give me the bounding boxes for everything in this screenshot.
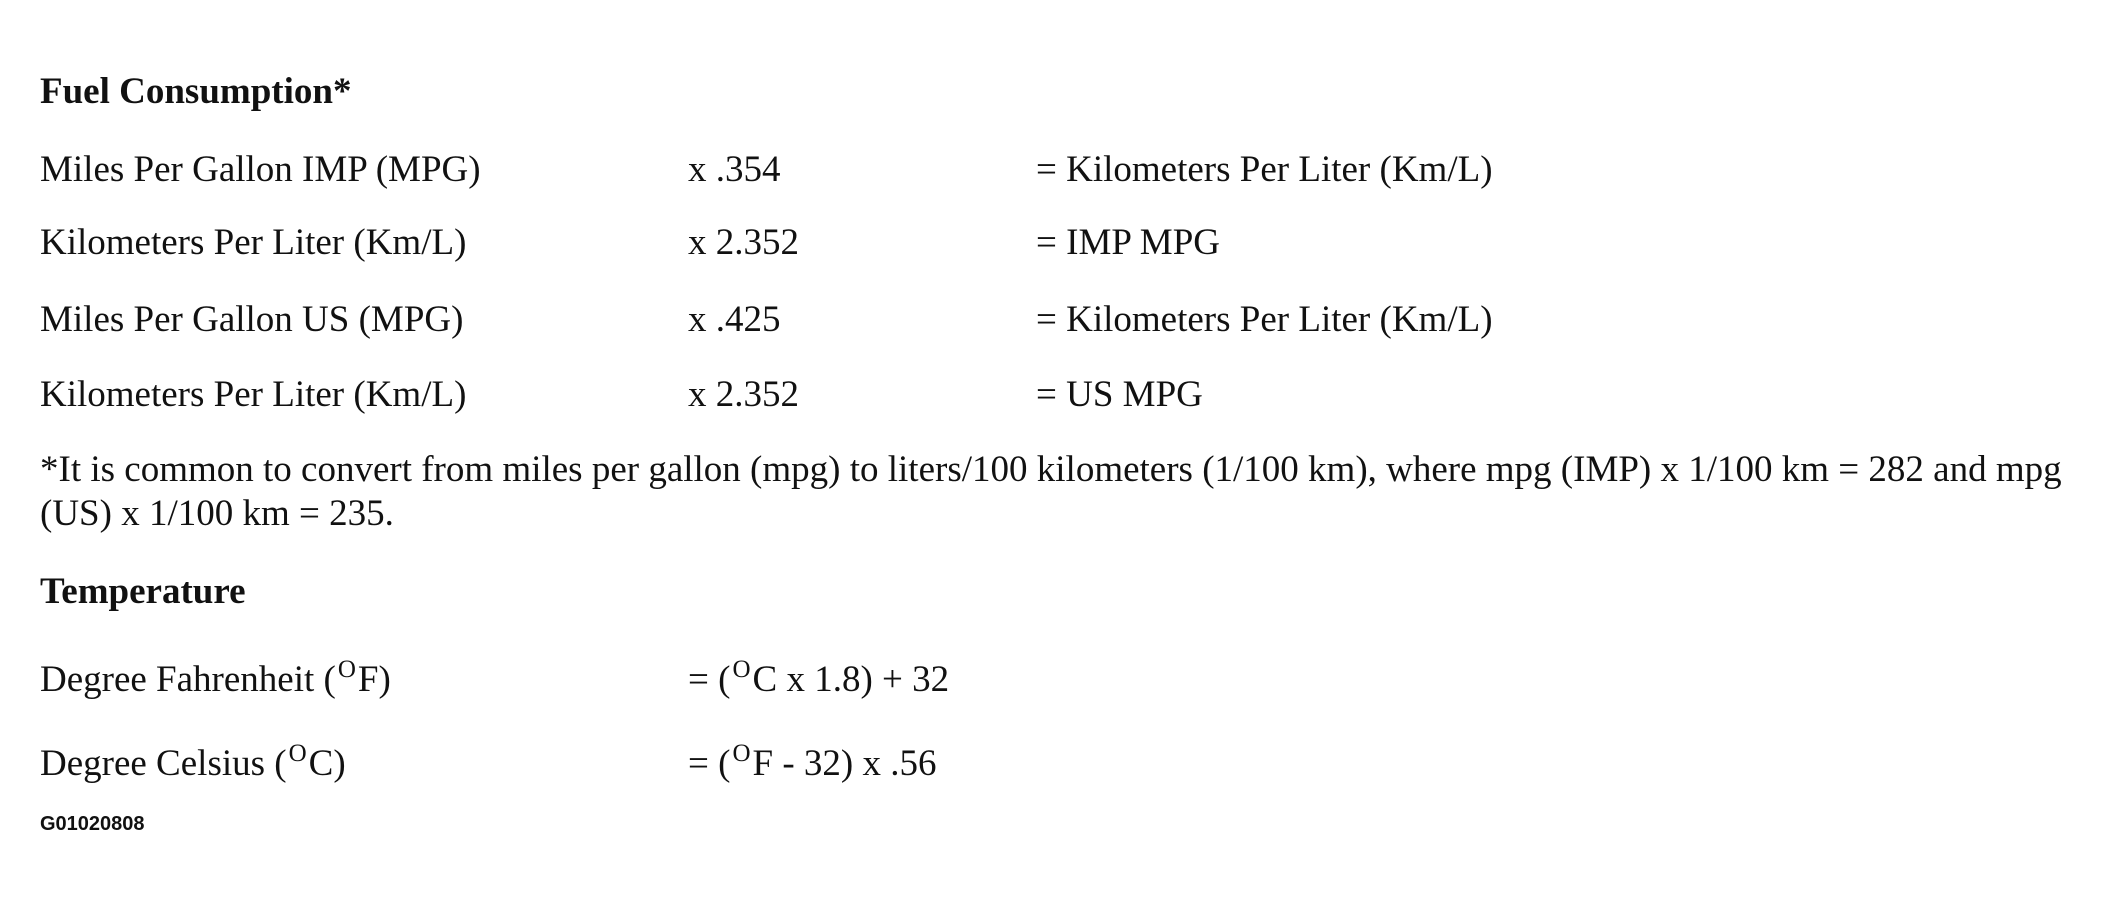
unit-text-before: Degree Fahrenheit ( (40, 659, 336, 700)
fuel-row-result: = US MPG (1036, 374, 1203, 415)
fuel-row-result: = Kilometers Per Liter (Km/L) (1036, 149, 1493, 190)
fuel-row-result: = IMP MPG (1036, 222, 1220, 263)
temperature-row (0, 656, 2124, 704)
unit-text-after: C) (308, 743, 346, 784)
fuel-row-factor: x 2.352 (688, 222, 799, 263)
unit-text-before: Degree Celsius ( (40, 743, 287, 784)
fuel-row (0, 219, 2124, 267)
fuel-row (0, 146, 2124, 194)
fuel-row-factor: x .425 (688, 299, 781, 340)
temperature-row-unit (40, 740, 346, 792)
fuel-row-result: = Kilometers Per Liter (Km/L) (1036, 299, 1493, 340)
fuel-consumption-heading: Fuel Consumption* (40, 71, 352, 112)
fuel-row-unit: Miles Per Gallon IMP (MPG) (40, 149, 481, 190)
formula-text-before: = ( (688, 743, 731, 784)
fuel-footnote: *It is common to convert from miles per gallon (mpg) to liters/100 kilometers (1/100 km), where mpg (IMP) x 1/100 km = 282 and mpg (US) x 1/100 km = 235. (40, 449, 2062, 534)
degree-symbol: O (337, 656, 356, 683)
degree-symbol: O (288, 740, 307, 767)
formula-text-after: C x 1.8) + 32 (752, 659, 950, 700)
unit-text-after: F) (357, 659, 391, 700)
figure-code: G01020808 (40, 813, 145, 835)
formula-text-after: F - 32) x .56 (752, 743, 937, 784)
degree-symbol: O (732, 656, 751, 683)
fuel-row (0, 296, 2124, 344)
formula-text-before: = ( (688, 659, 731, 700)
temperature-row-formula (688, 656, 949, 708)
temperature-row-formula (688, 740, 937, 792)
fuel-row-unit: Miles Per Gallon US (MPG) (40, 299, 464, 340)
temperature-row-unit (40, 656, 391, 708)
temperature-heading: Temperature (40, 571, 246, 612)
temperature-row (0, 740, 2124, 788)
fuel-row-factor: x .354 (688, 149, 781, 190)
fuel-row (0, 371, 2124, 419)
degree-symbol: O (732, 740, 751, 767)
fuel-row-unit: Kilometers Per Liter (Km/L) (40, 222, 467, 263)
fuel-row-factor: x 2.352 (688, 374, 799, 415)
fuel-row-unit: Kilometers Per Liter (Km/L) (40, 374, 467, 415)
